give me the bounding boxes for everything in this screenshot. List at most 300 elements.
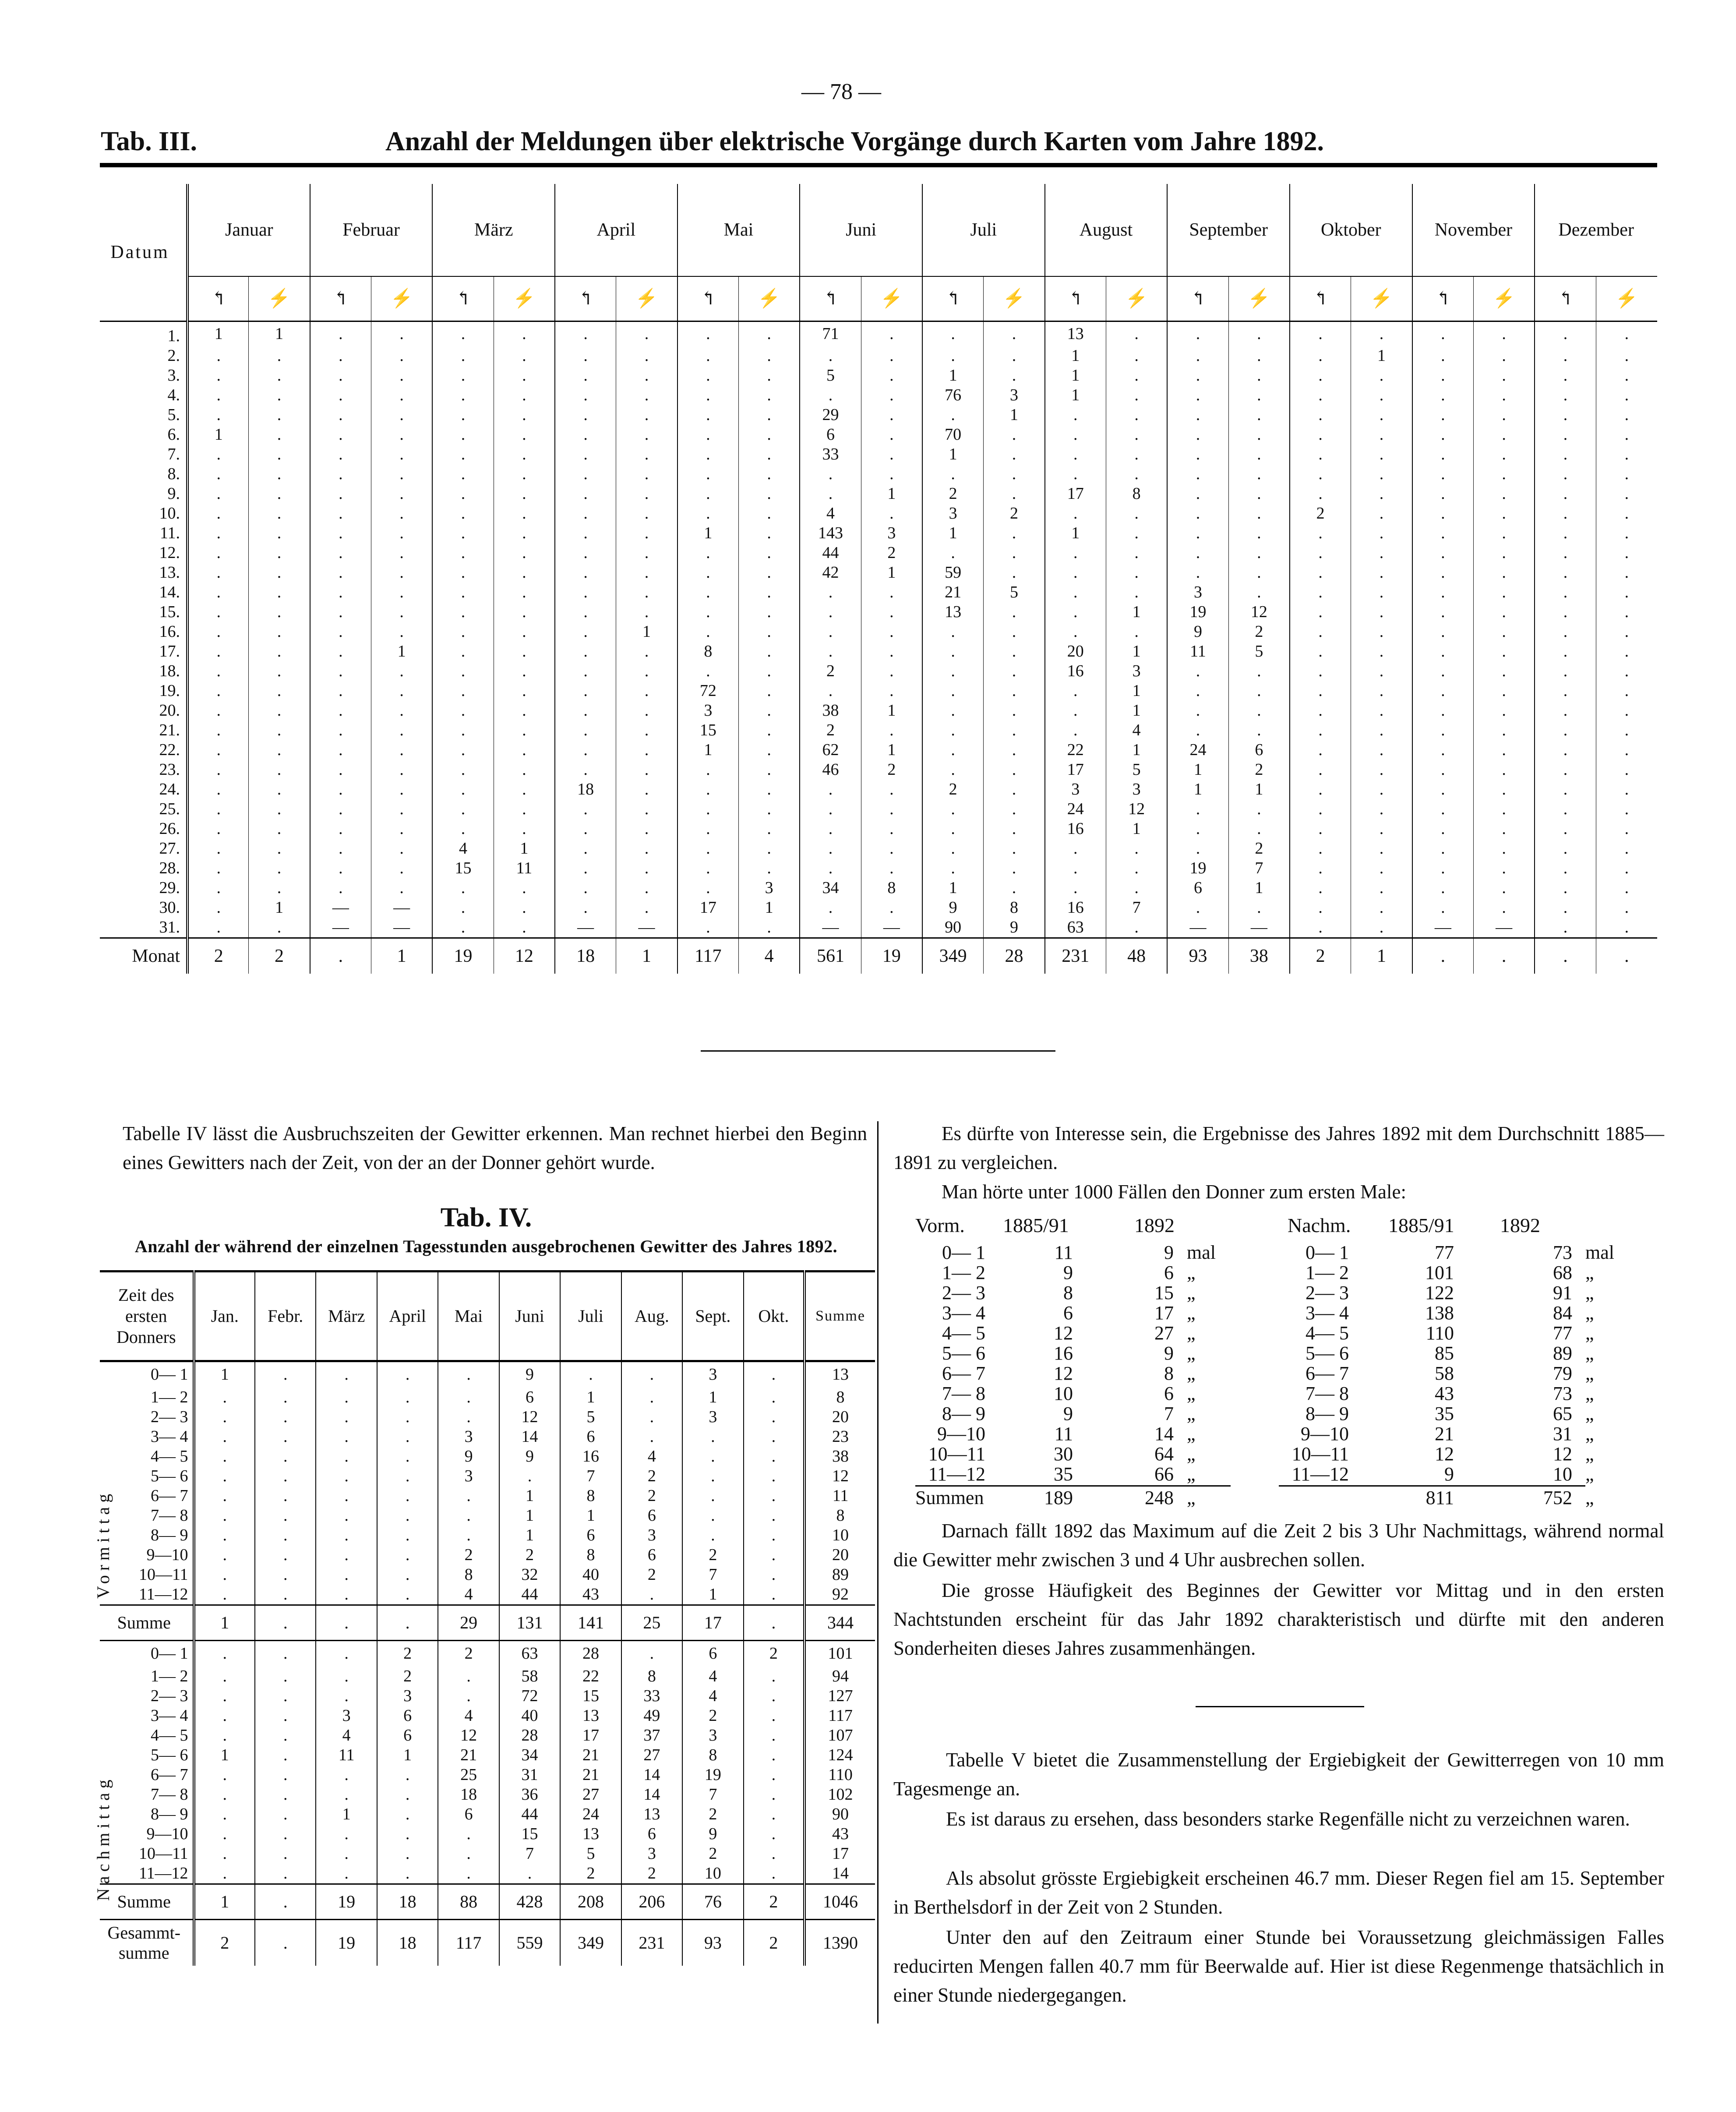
comparison-row [915,1283,1660,1303]
table-cell: 2 [682,1706,743,1726]
table-cell: . [861,445,922,464]
col-a-header: 1885/91 [1388,1214,1454,1236]
table-cell: . [255,1466,316,1486]
table-cell: . [1290,583,1351,602]
table-4 [100,1270,875,1966]
table-cell: 1 [1045,366,1106,385]
month-header: März [316,1271,377,1361]
table-cell: . [1473,602,1535,622]
nachm-value-a: 12 [1435,1443,1454,1465]
table-cell: . [255,1585,316,1605]
ditto-mark: „ [1187,1487,1196,1508]
table-cell: . [682,1466,743,1486]
table-cell: . [1167,484,1228,504]
table-cell: 8 [438,1565,499,1585]
table-cell: . [249,583,310,602]
table-cell: 1 [1106,681,1167,701]
vorm-value-b: 7 [1164,1403,1174,1424]
table-cell: 17 [677,898,739,918]
table-cell: 8 [682,1745,743,1765]
table-row [100,1388,875,1407]
table-cell: . [494,504,555,523]
table-cell: . [616,504,677,523]
table-cell: . [249,878,310,898]
summe-cell: 88 [438,1884,499,1920]
table-cell: . [616,898,677,918]
table-cell: . [677,799,739,819]
table-cell: 37 [621,1726,682,1745]
table-cell: . [187,464,249,484]
table-cell: . [249,366,310,385]
table-cell: . [744,1726,804,1745]
monat-cell: 231 [1045,938,1106,974]
table-cell: 5 [560,1407,621,1427]
table-cell: 2 [377,1667,438,1686]
table-cell: . [800,622,861,642]
table-cell: 27 [560,1785,621,1805]
day-label: 26. [100,819,187,839]
table-cell: . [1473,321,1535,346]
table-cell: — [1412,918,1474,938]
table-cell: . [494,701,555,720]
hour-label: 4— 5 [100,1447,194,1466]
monat-cell: 1 [616,938,677,974]
summe-cell: 17 [682,1605,743,1640]
comparison-row [915,1424,1660,1444]
table-cell: . [616,839,677,858]
table-cell: . [1596,819,1657,839]
hour-label: 1— 2 [100,1388,194,1407]
table-cell: 107 [804,1726,875,1745]
table-cell: . [738,642,800,661]
table-cell: 1 [560,1388,621,1407]
table-cell: . [316,1361,377,1388]
table-cell: . [316,1585,377,1605]
table-cell: . [1412,321,1474,346]
table-cell: . [432,563,494,583]
table-cell: . [310,523,371,543]
day-label: 5. [100,405,187,425]
table-cell: . [1351,760,1412,780]
table-cell: . [255,1361,316,1388]
table-cell: 9 [499,1361,560,1388]
table-cell: . [316,1466,377,1486]
month-header: April [555,184,677,276]
table-cell: 3 [1106,780,1167,799]
nachm-value-b: 31 [1553,1423,1572,1444]
table-cell: . [310,681,371,701]
table-row [100,760,1657,780]
table-cell: . [1473,543,1535,563]
table-cell: . [738,464,800,484]
table-cell: . [922,740,984,760]
ditto-mark: „ [1187,1463,1196,1485]
table-cell: . [984,740,1045,760]
table-cell: . [861,602,922,622]
day-label: 9. [100,484,187,504]
table-cell: . [1596,366,1657,385]
comparison-row [915,1303,1660,1323]
table-cell: . [255,1565,316,1585]
table-cell: . [371,720,433,740]
table-cell: . [1045,425,1106,445]
table-cell: . [861,405,922,425]
nachm-value-b: 77 [1553,1322,1572,1344]
table-cell: . [249,445,310,464]
comparison-row [915,1404,1660,1424]
hour-label: 2— 3 [1306,1282,1349,1303]
table-cell: . [922,720,984,740]
table-cell: . [744,1805,804,1824]
table-cell: 18 [555,780,616,799]
symbol-a: ↰ [555,276,616,321]
table-cell: . [377,1407,438,1427]
table-row [100,1706,875,1726]
table-row [100,366,1657,385]
table-cell: 1 [499,1506,560,1526]
table-cell: 3 [316,1706,377,1726]
vorm-value-a: 35 [1054,1463,1073,1485]
table-cell: . [738,445,800,464]
nachm-value-b: 12 [1553,1443,1572,1465]
day-label: 24. [100,780,187,799]
table-cell: . [1535,701,1596,720]
table-cell: . [377,1447,438,1466]
ditto-mark: „ [1585,1322,1594,1344]
table-cell: . [621,1427,682,1447]
table-cell: 70 [922,425,984,445]
table-cell: . [1045,858,1106,878]
table-row [100,1765,875,1785]
table-cell: 13 [621,1805,682,1824]
table-cell: 1 [1106,602,1167,622]
table-row [100,405,1657,425]
table-cell: . [1473,583,1535,602]
vorm-value-a: 8 [1063,1282,1073,1303]
table-cell: . [494,346,555,366]
table-cell: 6 [682,1640,743,1667]
table-cell: . [432,740,494,760]
table-cell: . [494,445,555,464]
table-cell: . [1290,425,1351,445]
table-row [100,484,1657,504]
table-cell: 28 [499,1726,560,1745]
table-cell: . [1228,405,1290,425]
table-cell: 2 [861,760,922,780]
monat-cell: . [1535,938,1596,974]
table-cell: . [316,1427,377,1447]
symbol-header-row [100,276,1657,321]
table-cell: . [922,858,984,878]
table-cell: . [1596,385,1657,405]
table-cell: . [621,1361,682,1388]
table-cell: . [616,701,677,720]
table-cell: . [316,1447,377,1466]
table-cell: . [744,1844,804,1864]
table-cell: 1 [922,523,984,543]
table-cell: . [1351,405,1412,425]
summe-cell: . [316,1605,377,1640]
table-cell: . [371,405,433,425]
table-cell: . [1167,819,1228,839]
section-divider [701,1050,1055,1052]
table-cell: . [1535,366,1596,385]
table-cell: . [861,780,922,799]
table-3 [100,184,1657,974]
table-cell: . [1167,464,1228,484]
table-cell: . [1596,720,1657,740]
table-row [100,1407,875,1427]
table-cell: . [432,425,494,445]
table-cell: . [1596,780,1657,799]
table-cell: . [1228,484,1290,504]
table-cell: . [371,602,433,622]
table-cell: 2 [621,1565,682,1585]
table-cell: . [187,918,249,938]
table-cell: . [249,543,310,563]
table-cell: . [249,464,310,484]
hour-label: 4— 5 [100,1726,194,1745]
table-cell: . [1596,405,1657,425]
table-cell: . [1596,661,1657,681]
table-cell: . [255,1726,316,1745]
table-cell: . [1351,504,1412,523]
table-cell: . [432,819,494,839]
day-label: 29. [100,878,187,898]
table-cell: 1 [616,622,677,642]
table-cell: . [1412,504,1474,523]
table-cell: . [677,780,739,799]
monat-cell: 1 [1351,938,1412,974]
hour-label: 1— 2 [100,1667,194,1686]
table-cell: . [432,464,494,484]
table-cell: — [800,918,861,938]
table-cell: . [1045,681,1106,701]
summe-cell: 131 [499,1605,560,1640]
table-cell: 21 [438,1745,499,1765]
table-cell: . [616,858,677,878]
table-cell: . [1412,405,1474,425]
comparison-row [915,1464,1660,1484]
table-cell: . [310,425,371,445]
table-cell: . [438,1361,499,1388]
symbol-a: ↰ [1290,276,1351,321]
table-cell: . [1473,425,1535,445]
table-cell: . [1473,780,1535,799]
table-cell: . [249,622,310,642]
table-cell: . [1412,740,1474,760]
table-cell: . [1290,543,1351,563]
table-cell: 4 [621,1447,682,1466]
table-cell: . [1351,878,1412,898]
table-cell: . [1106,523,1167,543]
table-cell: . [1535,405,1596,425]
table-cell: . [1167,898,1228,918]
table-cell: 5 [984,583,1045,602]
table-cell: . [1596,760,1657,780]
table-cell: . [738,780,800,799]
table-cell: 12 [499,1407,560,1427]
table-cell: . [432,780,494,799]
nachm-value-a: 21 [1435,1423,1454,1444]
table-cell: . [499,1864,560,1884]
table-cell: 25 [438,1765,499,1785]
table-cell: . [494,819,555,839]
table-cell: . [249,504,310,523]
table-cell: . [984,321,1045,346]
table-cell: . [438,1526,499,1545]
table-cell: . [1290,898,1351,918]
table-cell: 7 [682,1565,743,1585]
nachm-value-a: 101 [1425,1262,1454,1283]
table-cell: . [555,839,616,858]
table-cell: . [1596,583,1657,602]
nachm-value-a: 35 [1435,1403,1454,1424]
table-cell: . [371,701,433,720]
table-cell: . [1290,740,1351,760]
symbol-a: ↰ [1045,276,1106,321]
table-cell: 6 [621,1545,682,1565]
table-cell: . [371,445,433,464]
table-cell: . [432,701,494,720]
summe-cell: 2 [744,1884,804,1920]
nachm-value-b: 73 [1553,1242,1572,1263]
table-cell: . [1412,523,1474,543]
table-cell: . [316,1486,377,1506]
table-row [100,1686,875,1706]
table-cell: . [1412,543,1474,563]
table-cell: . [555,602,616,622]
table-cell: . [677,918,739,938]
table-cell: 11 [316,1745,377,1765]
table-cell: . [744,1686,804,1706]
table-cell: . [1045,622,1106,642]
table-cell: . [1412,799,1474,819]
table-cell: . [1045,445,1106,464]
nachm-value-b: 91 [1553,1282,1572,1303]
summe-cell: 29 [438,1605,499,1640]
comparison-header-row [915,1215,1660,1243]
table-cell: . [555,464,616,484]
table-cell: . [432,642,494,661]
day-label: 1. [100,321,187,346]
ditto-mark: „ [1585,1383,1594,1404]
hour-label: 10—11 [928,1443,985,1465]
table-cell: 4 [682,1686,743,1706]
table-cell: . [494,464,555,484]
table-cell: 102 [804,1785,875,1805]
table-cell: . [1473,858,1535,878]
table-cell: . [187,385,249,405]
table-cell: . [1535,622,1596,642]
table-cell: . [1596,918,1657,938]
table-cell: . [621,1407,682,1427]
table-cell: . [677,839,739,858]
table-4-header-row [100,1271,875,1361]
table-cell: . [432,484,494,504]
table-cell: . [249,918,310,938]
table-cell: . [494,484,555,504]
comparison-lead [942,1177,1664,1206]
table-cell: . [194,1545,255,1565]
table-cell: 20 [804,1545,875,1565]
table-row [100,1361,875,1388]
table-cell: 2 [621,1466,682,1486]
table-cell: . [738,346,800,366]
table-cell: . [249,523,310,543]
table-cell: 2 [800,720,861,740]
summe-cell: . [377,1605,438,1640]
table-cell: . [1167,321,1228,346]
table-row [100,898,1657,918]
table-cell: . [616,740,677,760]
table-cell: 90 [804,1805,875,1824]
table-row [100,1844,875,1864]
vorm-value-a: 11 [1054,1242,1073,1263]
table-cell: . [800,464,861,484]
comparison-table [915,1215,1660,1512]
table-cell: 5 [800,366,861,385]
table-cell: . [1351,701,1412,720]
table-cell: 3 [438,1466,499,1486]
table-cell: . [1167,504,1228,523]
table-cell: . [1596,425,1657,445]
table-cell: 72 [499,1686,560,1706]
table-cell: 127 [804,1686,875,1706]
table-row [100,445,1657,464]
table-row [100,1745,875,1765]
table-cell: 9 [499,1447,560,1466]
table-cell: . [861,622,922,642]
table-cell: . [1290,321,1351,346]
ditto-mark: „ [1585,1363,1594,1384]
table-cell: . [255,1640,316,1667]
monat-cell: . [1412,938,1474,974]
intro-tab4-paragraph [123,1119,867,1177]
table-cell: . [800,385,861,405]
table-row [100,799,1657,819]
nachm-value-a: 85 [1435,1342,1454,1364]
day-label: 21. [100,720,187,740]
table-cell: . [555,760,616,780]
table-cell: . [1228,799,1290,819]
hour-label: 8— 9 [100,1805,194,1824]
day-label: 19. [100,681,187,701]
table-cell: . [255,1706,316,1726]
table-row [100,583,1657,602]
day-label: 7. [100,445,187,464]
table-cell: . [1290,366,1351,385]
table-cell: . [438,1486,499,1506]
table-cell: . [1473,819,1535,839]
table-cell: . [677,661,739,681]
table-cell: . [438,1667,499,1686]
table-row [100,878,1657,898]
table-cell: 5 [560,1844,621,1864]
vormittag-label: Vormittag [93,1489,113,1599]
table-cell: . [1596,858,1657,878]
table-cell: . [310,346,371,366]
table-cell: . [194,1706,255,1726]
table-cell: 14 [621,1785,682,1805]
table-cell: . [249,740,310,760]
table-cell: 4 [438,1706,499,1726]
table-cell: . [310,858,371,878]
table-cell: . [1473,661,1535,681]
table-cell: . [1473,701,1535,720]
table-row [100,1526,875,1545]
nachmittag-label: Nachmittag [93,1775,113,1901]
